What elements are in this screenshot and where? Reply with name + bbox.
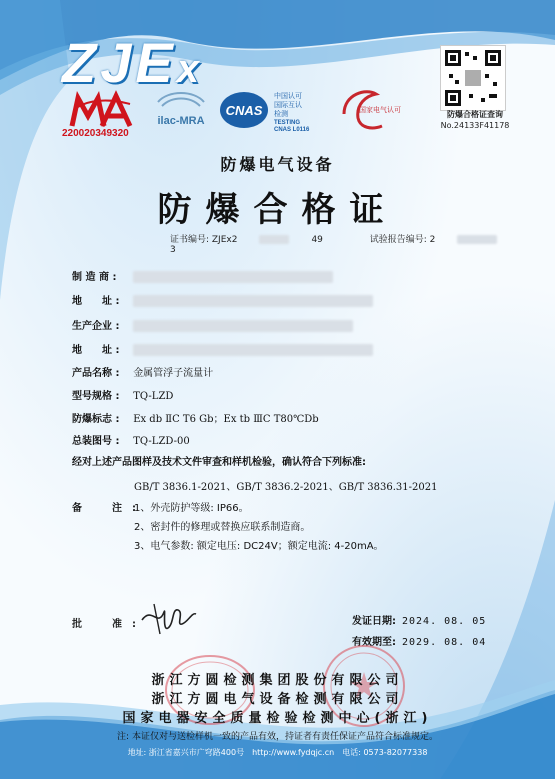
field-product-name — [72, 364, 213, 379]
issuing-organization: 浙江方圆电气设备检测有限公司 — [151, 692, 404, 707]
field-label: 生产企业 : — [72, 321, 120, 332]
note-item: 1、外壳防护等级: IP66。 — [134, 503, 249, 514]
signature-icon — [138, 598, 198, 638]
note-item: 2、密封件的修理或替换应联系制造商。 — [134, 522, 311, 533]
field-value: TQ-LZD-00 — [133, 436, 190, 447]
issuing-organization: 浙江方圆检测集团股份有限公司 — [151, 673, 404, 688]
subtitle: 防爆电气设备 — [220, 155, 335, 174]
field-value: TQ-LZD — [133, 391, 174, 402]
brand-main: ZJE — [62, 31, 177, 94]
cnas-caption-line2: 国际互认 — [274, 101, 302, 109]
redacted-block — [457, 235, 497, 244]
redacted-block — [133, 271, 333, 283]
field-label: 总装图号 : — [72, 436, 120, 447]
issue-date-label: 发证日期: — [352, 616, 396, 627]
issue-date-value: 2024. 08. 05 — [402, 616, 487, 627]
field-drawing-number — [72, 432, 190, 447]
cnas-testing: TESTING — [274, 120, 301, 126]
redacted-block — [259, 235, 289, 244]
field-value: 金属管浮子流量计 — [133, 368, 214, 379]
note-item: 3、电气参数: 额定电压: DC24V；额定电流: 4-20mA。 — [134, 541, 384, 552]
cma-number: 220020349320 — [62, 128, 129, 139]
valid-until-value: 2029. 08. 04 — [402, 637, 487, 648]
field-value: Ex db ⅡC T6 Gb；Ex tb ⅢC T80℃Db — [133, 414, 319, 425]
qr-caption — [430, 109, 520, 131]
field-label: 地 址 : — [72, 345, 120, 356]
cert-no — [170, 235, 345, 245]
issue-date-line — [352, 612, 486, 627]
redacted-block — [133, 320, 353, 332]
cnas-caption-line3: 检测 — [274, 110, 288, 118]
valid-until-label: 有效期至: — [352, 637, 396, 648]
field-label: 地 址 : — [72, 296, 120, 307]
cert-no-label: 证书编号: ZJEx2 — [170, 235, 238, 245]
nepsi-logo-icon — [336, 84, 414, 134]
qr-code-icon[interactable] — [440, 45, 506, 111]
footer-note: 注: 本证仅对与送检样机一致的产品有效，持证者有责任保证产品符合标准规定。 — [117, 732, 438, 742]
certificate-number-line — [170, 232, 555, 255]
field-producer-address — [72, 341, 373, 356]
field-label: 型号规格 : — [72, 391, 120, 402]
field-producer — [72, 317, 353, 332]
page-title: 防爆合格证 — [157, 190, 398, 230]
standards-list: GB/T 3836.1-2021、GB/T 3836.2-2021、GB/T 3836.31-2021 — [134, 482, 438, 493]
report-no-label: 试验报告编号: 2 — [369, 235, 436, 245]
ilac-text: ilac-MRA — [157, 115, 205, 127]
approve-label: 批 准: — [72, 619, 146, 630]
brand-suffix: x — [176, 47, 203, 91]
footer-address: 地址: 浙江省嘉兴市广穹路400号 http://www.fydqjc.cn 电话: 0573-82077338 — [127, 748, 428, 757]
field-label: 防爆标志 : — [72, 414, 120, 425]
field-label: 制 造 商 : — [72, 272, 117, 283]
redacted-block — [133, 344, 373, 356]
field-manufacturer-address — [72, 292, 373, 307]
cma-logo-icon — [68, 90, 136, 132]
qr-number: No.24133F41178 — [440, 121, 510, 130]
ilac-mra-logo-icon — [148, 88, 214, 132]
field-ex-marking — [72, 410, 319, 425]
field-manufacturer — [72, 268, 333, 283]
cnas-caption-line1: 中国认可 — [274, 92, 302, 100]
cnas-logo-icon — [218, 86, 328, 134]
conformity-statement: 经对上述产品图样及技术文件审查和样机检验，确认符合下列标准: — [72, 457, 366, 468]
field-label: 产品名称 : — [72, 368, 120, 379]
notes-label: 备 注: — [72, 503, 146, 514]
qr-caption-title: 防爆合格证查询 — [447, 110, 503, 119]
cert-no-tail: 49 — [311, 235, 323, 245]
issuing-organization: 国家电器安全质量检验检测中心(浙江) — [122, 711, 433, 726]
nepsi-text: 国家电气认可 — [359, 106, 401, 114]
redacted-block — [133, 295, 373, 307]
report-no-tail: 3 — [170, 245, 176, 255]
cnas-number: CNAS L0116 — [274, 127, 310, 133]
field-model — [72, 387, 173, 402]
cnas-text: CNAS — [225, 103, 263, 118]
zjex-logo — [62, 30, 203, 95]
